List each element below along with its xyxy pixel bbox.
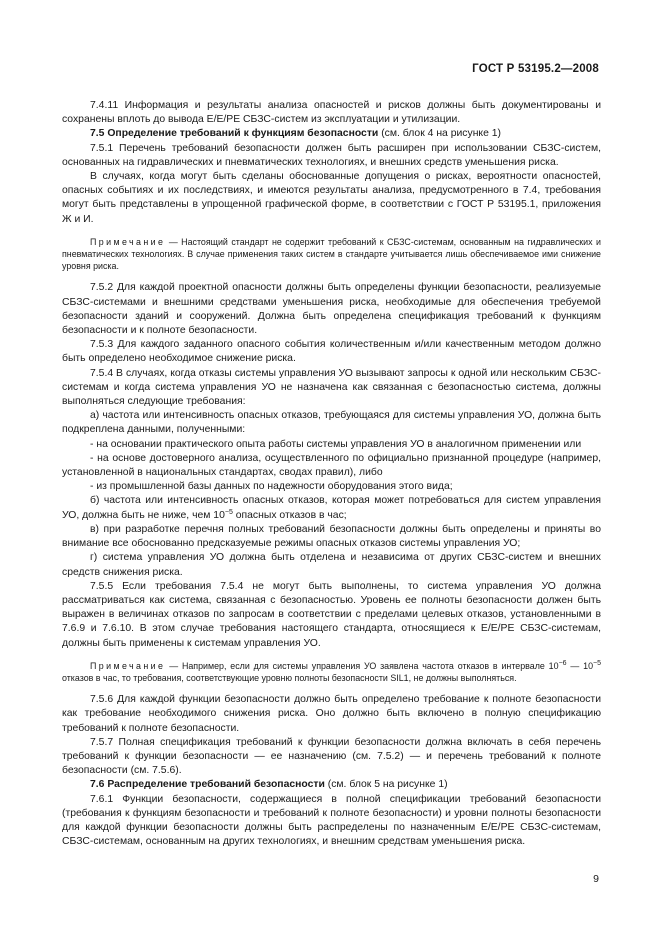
section-7-6-title: 7.6 Распределение требований безопасности [90, 779, 325, 791]
standard-code-header: ГОСТ Р 53195.2—2008 [472, 63, 599, 75]
note-2-text-end: отказов в час, то требования, соответствующие уровню полноты безопасности SIL1, не должны выполняться. [62, 672, 517, 683]
note-2-text-mid: — 10 [566, 660, 594, 671]
paragraph-7-5-1: 7.5.1 Перечень требований безопасности должен быть расширен при использовании СБЗС-систем, основанных на гидравлических и пневматических технологиях, и внешних средств уменьшения риска. [62, 142, 601, 168]
note-2-exponent-2: −5 [593, 659, 601, 667]
document-body [62, 99, 601, 849]
section-7-6-ref: (см. блок 5 на рисунке 1) [324, 779, 448, 791]
item-7-5-4-b [62, 494, 601, 522]
note-2-label: Примечание [90, 660, 166, 671]
paragraph-7-5-1-continued: В случаях, когда могут быть сделаны обоснованные допущения о рисках, вероятности опасностей, опасных событиях и их последствиях, и имеются результаты анализа, предусмотренного в 7.4, требования могут быть представлены в упрощенной графической форме, в соответствии с ГОСТ Р 53195.1, приложения Ж и И. [62, 171, 601, 225]
section-7-6-heading [62, 778, 601, 792]
page-number: 9 [593, 873, 599, 885]
section-7-5-title: 7.5 Определение требований к функциям безопасности [90, 128, 379, 140]
paragraph-7-5-5: 7.5.5 Если требования 7.5.4 не могут быть выполнены, то система управления УО должна рассматриваться как система, связанная с безопасностью. Уровень ее полноты безопасности должен быть выражен в величинах отказов по запросам в соответствии с пределами целевых отказов, установленными в 7.6.9 и 7.6.10. В этом случае требования настоящего стандарта, относящиеся к Е/Е/РЕ СБЗС-системам, должны быть применены к системам управления УО. [62, 580, 601, 649]
paragraph-7-5-4: 7.5.4 В случаях, когда отказы системы управления УО вызывают запросы к одной или нескольким СБЗС-системам и когда система управления УО не назначена как связанная с безопасностью система, должны выполняться следующие требования: [62, 367, 601, 408]
paragraph-7-5-6: 7.5.6 Для каждой функции безопасности должно быть определено требование к полноте безопасности как требование необходимого снижения риска. Оно должно быть включено в полную спецификацию требований к полноте безопасности. [62, 694, 601, 734]
item-7-5-4-c: в) при разработке перечня полных требований безопасности должны быть определены и приняты во внимание все обоснованно предсказуемые режимы опасных отказов системы управления УО; [62, 523, 601, 550]
item-7-5-4-b-text: б) частота или интенсивность опасных отказов, которая может потребоваться для систем управления УО, должна быть не ниже, чем 10 [62, 495, 601, 521]
paragraph-7-6-1: 7.6.1 Функции безопасности, содержащиеся в полной спецификации требований безопасности (требования к функциям безопасности и требований к полноте безопасности) и уровни полноты безопасности для каждой функции безопасности должны быть распределены по назначенным Е/Е/РЕ СБЗС-системам, СБЗС-системам, основанным на других технологиях, и внешним средствам уменьшения риска. [62, 793, 601, 848]
item-7-5-4-a-1: - на основании практического опыта работы системы управления УО в аналогичном применении или [90, 438, 582, 450]
paragraph-7-5-3: 7.5.3 Для каждого заданного опасного события количественным и/или качественным методом должно быть определено необходимое снижение риска. [62, 339, 601, 365]
note-1-label: Примечание [90, 236, 166, 247]
note-1-text: — Настоящий стандарт не содержит требований к СБЗС-системам, основанным на гидравлических и пневматических технологиях. В случае применения таких систем в стандарте учитывается лишь обеспечиваемое ими снижение уровня риска. [62, 236, 601, 272]
item-7-5-4-a: а) частота или интенсивность опасных отказов, требующаяся для системы управления УО, должна быть подкреплена данными, полученными: [62, 410, 601, 436]
item-7-5-4-d: г) система управления УО должна быть отделена и независима от других СБЗС-систем и внешних средств снижения риска. [62, 552, 601, 578]
section-7-5-ref: (см. блок 4 на рисунке 1) [378, 128, 501, 140]
paragraph-7-4-11: 7.4.11 Информация и результаты анализа опасностей и рисков должны быть документированы и сохранены вплоть до вывода Е/Е/РЕ СБЗС-систем из эксплуатации и утилизации. [62, 100, 601, 126]
paragraph-7-5-2: 7.5.2 Для каждой проектной опасности должны быть определены функции безопасности, реализуемые СБЗС-системами и внешними средствами уменьшения риска, необходимые для обеспечения требуемой безопасности зданий и сооружений. Должна быть определена спецификация требований к функциям безопасности и к полноте безопасности. [62, 282, 601, 337]
item-7-5-4-a-2: - на основе достоверного анализа, осуществленного по официально признанной процедуре (например, установленной в национальных стандартах, сводах правил), либо [62, 452, 601, 479]
item-7-5-4-b-tail: опасных отказов в час; [232, 509, 347, 521]
note-2-text-start: — Например, если для системы управления УО заявлена частота отказов в интервале 10 [165, 660, 559, 671]
section-7-5-heading [62, 127, 601, 141]
item-7-5-4-a-3: - из промышленной базы данных по надежности оборудования этого вида; [90, 481, 453, 493]
note-2 [62, 660, 601, 684]
item-7-5-4-b-exponent: −5 [224, 508, 233, 516]
note-2-exponent-1: −6 [558, 659, 567, 667]
note-1 [62, 236, 601, 273]
paragraph-7-5-7: 7.5.7 Полная спецификация требований к функции безопасности должна включать в себя перечень требований к функции безопасности — ее назначению (см. 7.5.2) — и перечень требований к полноте безопасности (см. 7.5.6). [62, 736, 601, 777]
